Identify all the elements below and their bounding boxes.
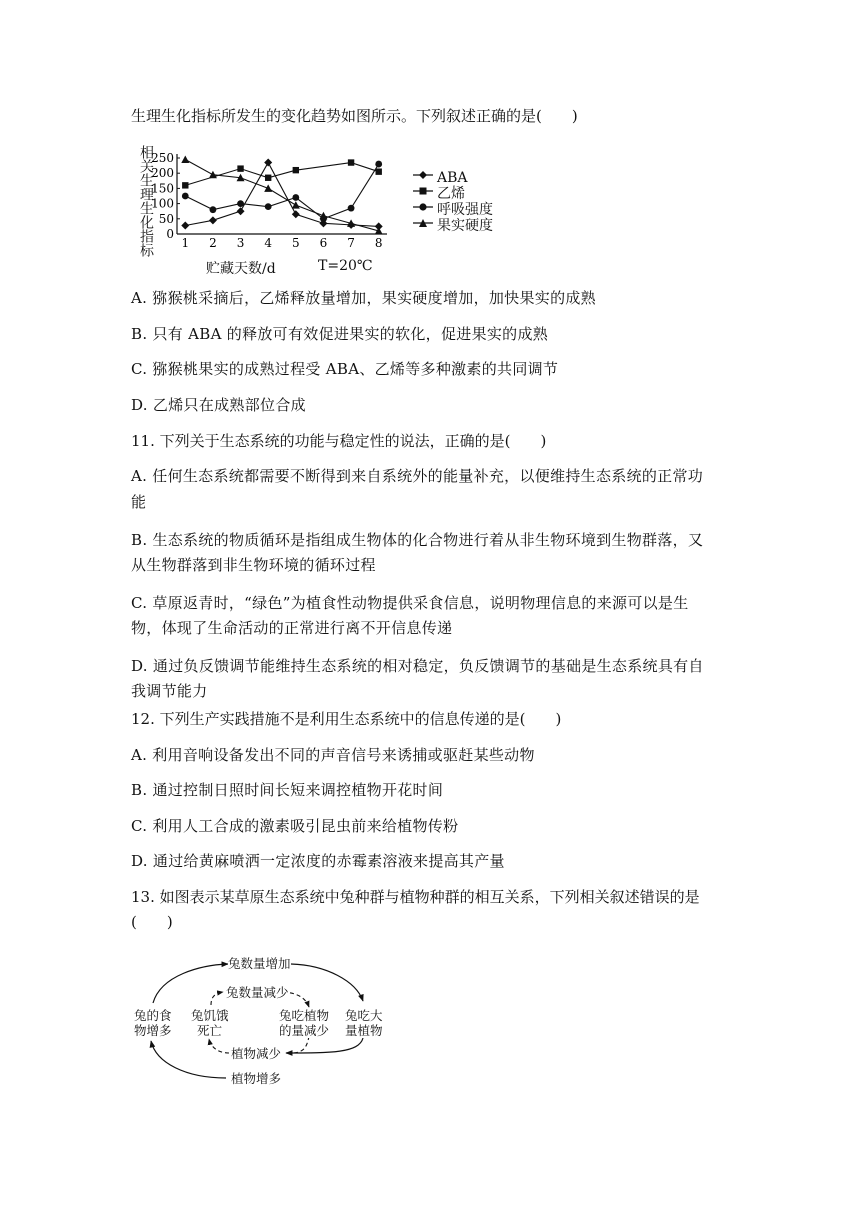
q10-option-a: A. 猕猴桃采摘后，乙烯释放量增加，果实硬度增加，加快果实的成熟 — [131, 289, 596, 307]
legend-hardness-label: 果实硬度 — [437, 218, 493, 234]
point-0 — [264, 159, 272, 167]
point-2 — [375, 161, 382, 168]
diagram-starve-1: 兔饥饿 — [191, 1008, 229, 1023]
point-3 — [181, 156, 189, 164]
x-tick-label: 2 — [209, 236, 217, 250]
point-2 — [265, 203, 272, 210]
q10-stem: 生理生化指标所发生的变化趋势如图所示。下列叙述正确的是( ) — [131, 107, 578, 125]
q10-option-b: B. 只有 ABA 的释放可有效促进果实的软化，促进果实的成熟 — [131, 325, 549, 343]
q12-option-a: A. 利用音响设备发出不同的声音信号来诱捕或驱赶某些动物 — [131, 746, 535, 764]
point-3 — [264, 184, 272, 192]
legend-ethylene-marker — [413, 186, 433, 196]
q12-option-c: C. 利用人工合成的激素吸引昆虫前来给植物传粉 — [131, 817, 459, 835]
q10-option-c: C. 猕猴桃果实的成熟过程受 ABA、乙烯等多种激素的共同调节 — [131, 360, 559, 378]
q10-option-d: D. 乙烯只在成熟部位合成 — [131, 396, 306, 414]
point-3 — [292, 201, 300, 209]
q11-option-c-line2: 物，体现了生命活动的正常进行离不开信息传递 — [131, 619, 453, 637]
diagram-food-increase-1: 兔的食 — [134, 1008, 172, 1023]
y-tick-label: 0 — [166, 227, 174, 241]
q12-stem: 12. 下列生产实践措施不是利用生态系统中的信息传递的是( ) — [131, 710, 562, 728]
diagram-plant-increase: 植物增多 — [231, 1071, 282, 1086]
diagram-rabbit-decrease: 兔数量减少 — [226, 985, 289, 1000]
point-0 — [292, 210, 300, 218]
point-2 — [348, 205, 355, 212]
x-tick-label: 3 — [236, 236, 245, 250]
legend-hardness-marker — [413, 218, 433, 228]
series-line-0 — [185, 163, 378, 227]
chart-condition: T=20℃ — [318, 258, 373, 274]
point-1 — [182, 182, 188, 188]
q11-stem: 11. 下列关于生态系统的功能与稳定性的说法，正确的是( ) — [131, 432, 547, 450]
diagram-eat-more-2: 量植物 — [345, 1023, 383, 1038]
diagram-rabbit-increase: 兔数量增加 — [228, 956, 291, 971]
x-tick-label: 6 — [319, 236, 328, 250]
q12-option-d: D. 通过给黄麻喷洒一定浓度的赤霉素溶液来提高其产量 — [131, 852, 505, 870]
legend-aba-marker — [413, 170, 433, 180]
diagram-food-increase-2: 物增多 — [134, 1023, 172, 1038]
x-tick-label: 7 — [347, 236, 355, 250]
q11-option-d-line1: D. 通过负反馈调节能维持生态系统的相对稳定，负反馈调节的基础是生态系统具有自 — [131, 657, 704, 675]
legend-hardness — [413, 218, 493, 234]
x-tick-label: 5 — [291, 236, 300, 250]
legend-respiration — [413, 202, 493, 218]
point-2 — [182, 193, 189, 200]
q11-option-a-line2: 能 — [131, 493, 147, 511]
q12-option-b: B. 通过控制日照时间长短来调控植物开花时间 — [131, 781, 444, 799]
point-1 — [376, 168, 382, 174]
chart-legend — [413, 170, 493, 234]
q11-option-c-line1: C. 草原返青时，“绿色”为植食性动物提供采食信息，说明物理信息的来源可以是生 — [131, 594, 689, 612]
point-1 — [293, 167, 299, 173]
point-2 — [210, 206, 217, 213]
point-0 — [209, 216, 217, 224]
q13-stem-line1: 13. 如图表示某草原生态系统中兔种群与植物种群的相互关系，下列相关叙述错误的是 — [131, 888, 700, 906]
diagram-eat-more-1: 兔吃大 — [345, 1008, 383, 1023]
line-chart — [131, 143, 511, 283]
y-tick-label: 200 — [151, 166, 174, 181]
point-3 — [319, 212, 327, 220]
x-tick-label: 1 — [181, 236, 190, 250]
y-tick-label: 100 — [151, 196, 174, 211]
chart-ylabel: 相关生理生化指标 — [138, 145, 154, 257]
q11-option-b-line2: 从生物群落到非生物环境的循环过程 — [131, 556, 376, 574]
point-2 — [237, 200, 244, 207]
y-tick-label: 150 — [151, 181, 174, 196]
diagram-plant-decrease: 植物减少 — [231, 1046, 282, 1061]
legend-respiration-label: 呼吸强度 — [437, 202, 493, 218]
q13-stem-line2: ( ) — [131, 913, 173, 931]
diagram-eat-less-2: 的量减少 — [279, 1023, 330, 1038]
point-2 — [292, 194, 299, 201]
x-tick-label: 4 — [264, 236, 273, 250]
chart-plot — [131, 143, 401, 258]
legend-respiration-marker — [413, 202, 433, 212]
q11-option-b-line1: B. 生态系统的物质循环是指组成生物体的化合物进行着从非生物环境到生物群落，又 — [131, 531, 704, 549]
legend-aba-label: ABA — [437, 170, 468, 186]
y-tick-label: 50 — [158, 211, 174, 226]
y-tick-label: 250 — [151, 151, 174, 165]
point-1 — [348, 159, 354, 165]
point-0 — [237, 207, 245, 215]
q11-option-a-line1: A. 任何生态系统都需要不断得到来自系统外的能量补充，以便维持生态系统的正常功 — [131, 467, 704, 485]
point-1 — [237, 165, 243, 171]
diagram-starve-2: 死亡 — [197, 1023, 223, 1038]
chart-xlabel: 贮藏天数/d — [206, 261, 276, 277]
point-0 — [181, 221, 189, 229]
point-1 — [265, 175, 271, 181]
legend-aba — [413, 170, 493, 186]
point-3 — [209, 171, 217, 179]
legend-ethylene-label: 乙烯 — [437, 186, 465, 202]
x-tick-label: 8 — [374, 236, 383, 250]
diagram-eat-less-1: 兔吃植物 — [279, 1008, 330, 1023]
legend-ethylene — [413, 186, 493, 202]
q11-option-d-line2: 我调节能力 — [131, 682, 208, 700]
relationship-diagram — [131, 953, 391, 1088]
